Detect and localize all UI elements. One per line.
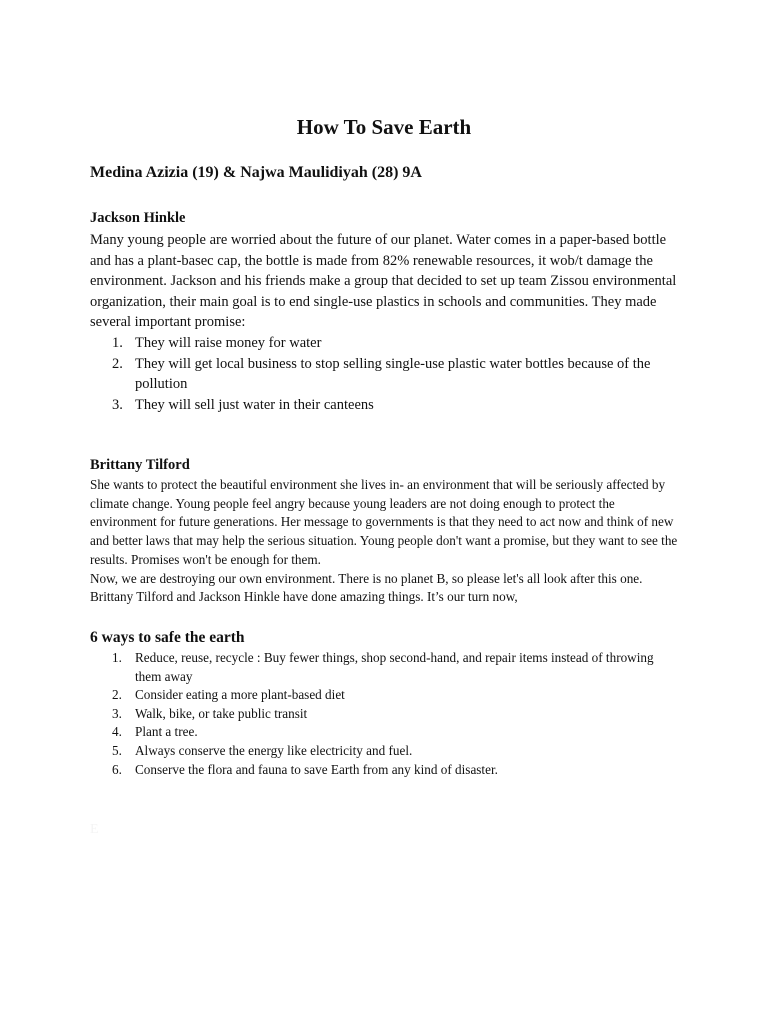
list-item [90,354,680,395]
section-heading: Brittany Tilford [90,457,190,473]
list-text: They will sell just water in their canteens [135,396,374,413]
document-title: How To Save Earth [296,115,472,139]
list-number: 3. [112,396,123,413]
list-number: 2. [112,355,123,372]
list-item [90,761,680,780]
list-item [90,395,680,416]
promises-list [90,333,680,415]
stray-mark: E [90,822,99,837]
list-text: They will get local business to stop selling single-use plastic water bottles because of the pollution [135,355,651,393]
list-text: Reduce, reuse, recycle : Buy fewer things, shop second-hand, and repair items instead of throwing them away [135,650,654,684]
list-number: 6. [112,761,122,777]
list-number: 5. [112,742,122,758]
list-item [90,649,680,686]
list-text: Always conserve the energy like electricity and fuel. [135,742,413,758]
list-text: Conserve the flora and fauna to save Earth from any kind of disaster. [135,761,498,777]
section-paragraph: Many young people are worried about the future of our planet. Water comes in a paper-based bottle and has a plant-basec cap, the bottle is made from 82% renewable resources, it wob/t damage the environment. Jackson and his friends make a group that decided to set up team Zissou environmental organization, their main goal is to end single-use plastics in schools and communities. They made several important promise: [90,232,677,331]
section-paragraph: She wants to protect the beautiful environment she lives in- an environment that will be seriously affected by climate change. Young people feel angry because young leaders are not doing enough to protect the environment for future generations. Her message to governments is that they need to act now and think of new and better laws that may help the serious situation. Young people don't want a promise, but they want to see the results. Promises won't be enough for them. [90,477,678,567]
ways-list [90,649,680,779]
list-item [90,705,680,724]
section-jackson-hinkle [90,209,680,415]
closing-paragraph: Now, we are destroying our own environment. There is no planet B, so please let's all look after this one. Brittany Tilford and Jackson Hinkle have done amazing things. It’s our turn now, [90,570,643,605]
authors-line: Medina Azizia (19) & Najwa Maulidiyah (28) 9A [90,164,422,181]
list-text: Walk, bike, or take public transit [135,705,308,721]
list-text: Consider eating a more plant-based diet [135,687,345,703]
section-brittany-tilford [90,456,680,607]
list-item [90,723,680,742]
list-item [90,686,680,705]
section-six-ways [90,628,680,779]
list-number: 2. [112,687,122,703]
list-text: They will raise money for water [135,334,322,351]
list-number: 1. [112,334,123,351]
list-number: 3. [112,705,122,721]
list-text: Plant a tree. [135,724,198,740]
section-heading: Jackson Hinkle [90,210,186,226]
list-item [90,333,680,354]
list-item [90,742,680,761]
list-number: 1. [112,650,122,665]
section-heading: 6 ways to safe the earth [90,629,245,646]
list-number: 4. [112,724,122,740]
